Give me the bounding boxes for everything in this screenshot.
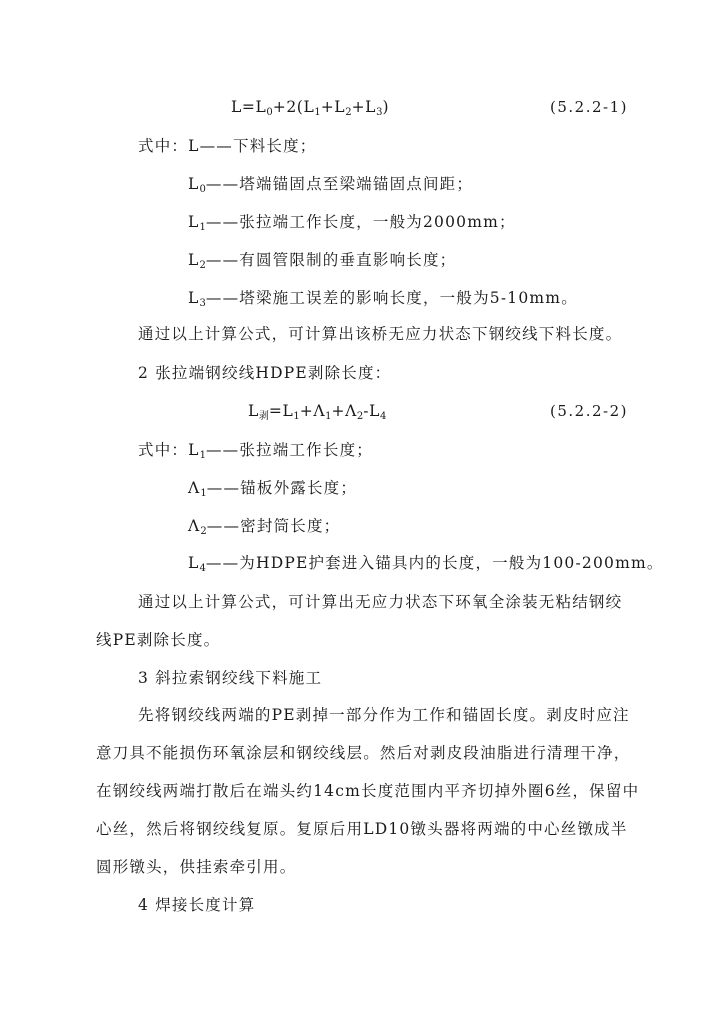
paragraph-cutting-line3: 在钢绞线两端打散后在端头约14cm长度范围内平齐切掉外圈6丝，保留中 (96, 782, 640, 800)
paragraph-calc-summary-2-line2: 线PE剥除长度。 (96, 631, 221, 649)
where2-line-L1: 式中：$L_1——$张拉端工作长度； (138, 441, 373, 461)
section-heading-3: 3 斜拉索钢绞线下料施工 (138, 669, 323, 687)
paragraph-cutting-line4: 心丝，然后将钢绞线复原。复原后用LD10镦头器将两端的中心丝镦成半 (96, 820, 628, 838)
formula-strip-length: $L_剥=L_1+\Lambda_1+\Lambda_2-L_4$ (248, 402, 387, 422)
equation-number-2: (5.2.2-2) (550, 402, 628, 420)
paragraph-cutting-line2: 意刀具不能损伤环氧涂层和钢绞线层。然后对剥皮段油脂进行清理干净， (96, 744, 631, 762)
where-line-L2: $L_2——$有圆管限制的垂直影响长度； (188, 251, 457, 271)
section-heading-2: 2 张拉端钢绞线HDPE剥除长度： (138, 364, 392, 382)
paragraph-calc-summary-2-line1: 通过以上计算公式，可计算出无应力状态下环氧全涂装无粘结钢绞 (138, 593, 623, 611)
where2-line-L4: $L_4——$为HDPE护套进入锚具内的长度，一般为100-200mm。 (188, 554, 664, 574)
where-line-L3: $L_3——$塔梁施工误差的影响长度，一般为5-10mm。 (188, 289, 578, 309)
formula-cable-length: $L=L_0+2(L_1+L_2+L_3)$ (231, 98, 390, 118)
paragraph-calc-summary-1: 通过以上计算公式，可计算出该桥无应力状态下钢绞线下料长度。 (138, 325, 623, 343)
where-line-L: 式中：L——下料长度； (138, 137, 317, 155)
equation-number-1: (5.2.2-1) (550, 98, 628, 116)
paragraph-cutting-line5: 圆形镦头，供挂索牵引用。 (96, 858, 297, 876)
where2-line-A1: $\Lambda_1——$锚板外露长度； (188, 479, 358, 499)
where-line-L0: $L_0——$塔端锚固点至梁端锚固点间距； (188, 175, 474, 195)
paragraph-cutting-line1: 先将钢绞线两端的PE剥掉一部分作为工作和锚固长度。剥皮时应注 (138, 706, 630, 724)
where-line-L1: $L_1——$张拉端工作长度，一般为2000mm； (188, 213, 516, 233)
section-heading-4: 4 焊接长度计算 (138, 896, 256, 914)
where2-line-A2: $\Lambda_2——$密封筒长度； (188, 517, 341, 537)
